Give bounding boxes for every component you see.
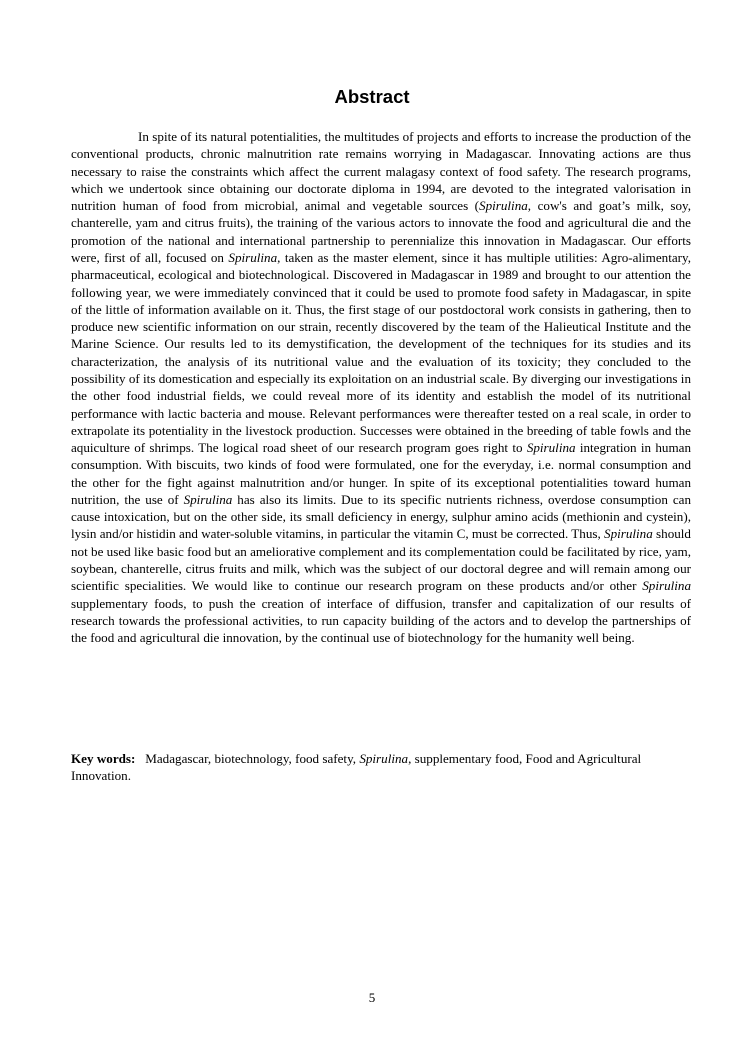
abstract-italic-term: Spirulina (642, 578, 691, 594)
abstract-italic-term: Spirulina (183, 491, 233, 507)
page-title: Abstract (334, 86, 410, 107)
abstract-text: In spite of its natural potentialities, the multitudes of projects and efforts to increase the production of the conventional products, chronic malnutrition rate remains worrying in Madagascar. Innovating actions are thus necessary to raise the constraints which affect the current malagasy context of food safety. The research programs, which we undertook since obtaining our doctorate diploma in 1994, are devoted to the integrated valorisation in nutrition human of food from microbial, animal and vegetable sources ( (71, 129, 691, 214)
keywords-italic-term: Spirulina (359, 751, 409, 766)
abstract-paragraph (71, 128, 691, 646)
keywords-label: Key words: (71, 751, 136, 766)
abstract-text: has also its limits. Due to its specific nutrients richness, overdose consumption can cause intoxication, but on the other side, its small deficiency in energy, sulphur amino acids (methionin and cystein), lysin and/or histidin and water-soluble vitamins, in particular the vitamin C, must be corrected. Thus, (71, 491, 692, 542)
page-number: 5 (368, 990, 376, 1005)
keywords-text: , supplementary food, Food and Agricultural Innovation. (71, 751, 642, 784)
abstract-italic-term: Spirulina (604, 526, 653, 542)
keywords-text: Madagascar, biotechnology, food safety, (145, 751, 360, 766)
abstract-italic-term: Spirulina (228, 249, 278, 265)
keywords-paragraph (71, 750, 691, 785)
abstract-text: , cow's and goat’s milk, soy, chanterelle, yam and citrus fruits), the training of the various actors to innovate the food and agricultural die and the promotion of the national and international partnership to perennialize this innovation in Madagascar. Our efforts were, first of all, focused on (71, 198, 691, 265)
abstract-text: , taken as the master element, since it has multiple utilities: Agro-alimentary, pharmaceutical, ecological and biotechnological. Discovered in Madagascar in 1989 and brought to our attention the following year, we were immediately convinced that it could be used to promote food safety in Madagascar, in spite of the little of information available on it. Thus, the first stage of our postdoctoral work consists in gathering, then to produce new scientific information on our strain, recently discovered by the team of the Halieutical Institute and the Marine Science. Our results led to its demystification, the development of the techniques for its studies and its characterization, the analysis of its nutritional value and the evaluation of its toxicity; they concluded to the possibility of its domestication and especially its exploitation on an industrial scale. By diverging our investigations in the other food industrial fields, we could reveal more of its identity and establish the model of its nutritional performance with lactic bacteria and mouse. Relevant performances were thereafter tested on a real scale, in order to extrapolate its potentiality in the livestock production. Successes were obtained in the breeding of table fowls and the aquiculture of shrimps. The logical road sheet of our research program goes right to (71, 249, 692, 456)
abstract-text: should not be used like basic food but an ameliorative complement and its complementation could be facilitated by rice, yam, soybean, chanterelle, citrus fruits and milk, which was the subject of our doctoral degree and will remain among our scientific specialities. We would like to continue our research program on these products and/or other (71, 526, 691, 594)
abstract-text: integration in human consumption. With biscuits, two kinds of food were formulated, one for the everyday, i.e. normal consumption and the other for the fight against malnutrition and/or hunger. In spite of its exceptional potentialities toward human nutrition, the use of (71, 440, 691, 507)
abstract-italic-term: Spirulina (526, 440, 576, 456)
abstract-italic-term: Spirulina (479, 198, 528, 214)
abstract-text: supplementary foods, to push the creation of interface of diffusion, transfer and capitalization of our results of research towards the professional activities, to run capacity building of the actors and to develop the partnerships of the food and agricultural die innovation, by the continual use of biotechnology for the humanity well being. (71, 595, 691, 646)
